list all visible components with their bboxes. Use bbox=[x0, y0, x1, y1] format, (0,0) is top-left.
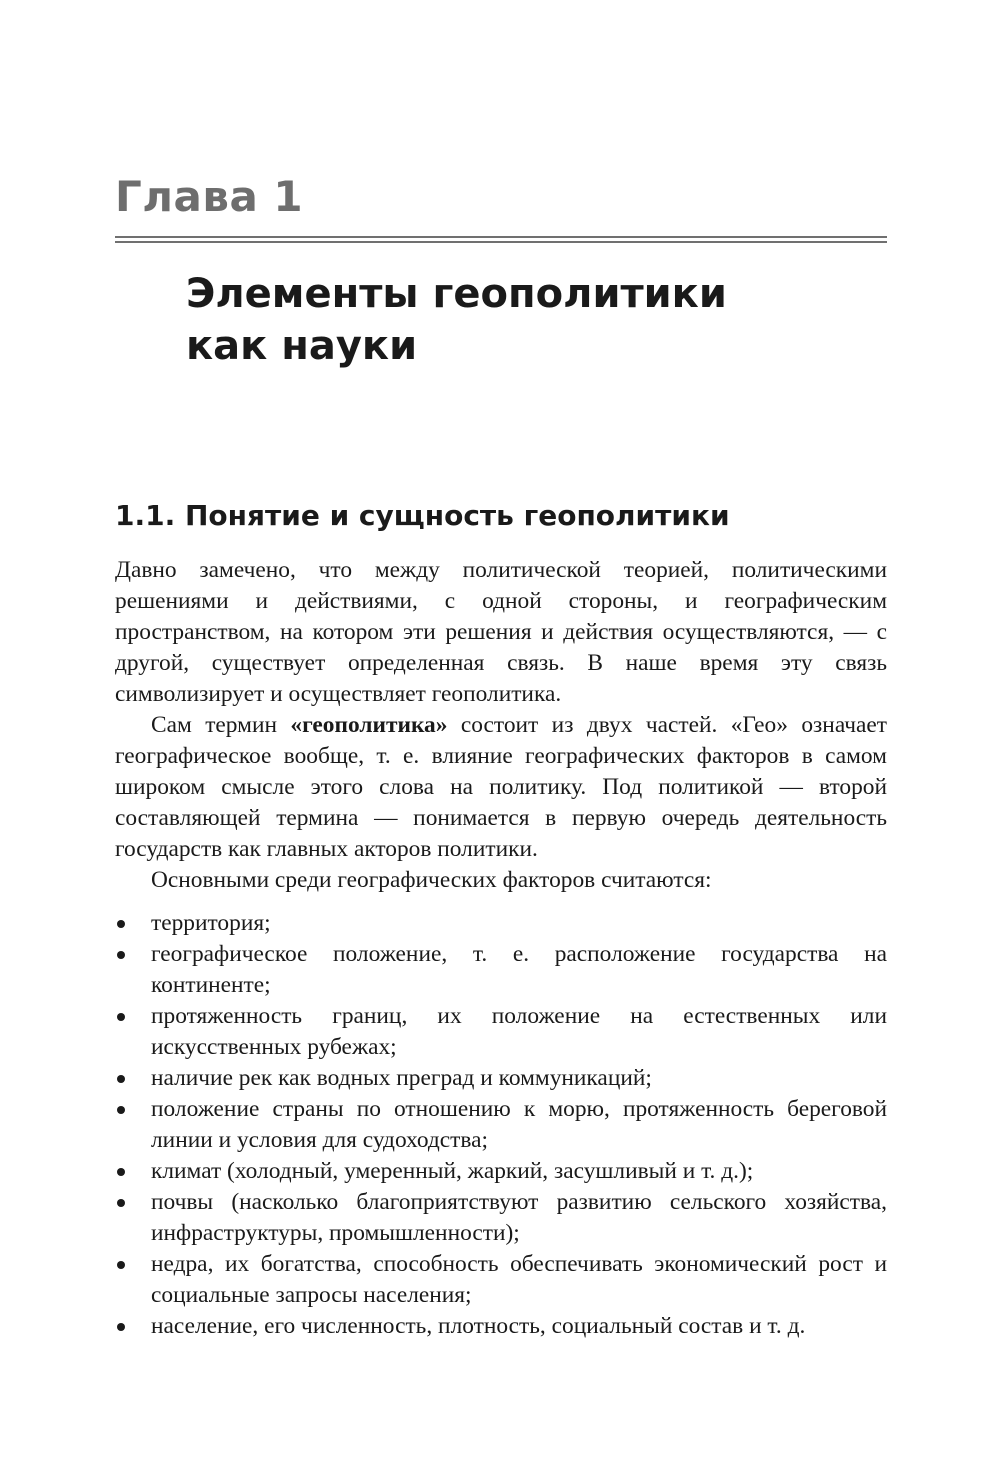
list-item bbox=[115, 1063, 887, 1094]
bullet-icon bbox=[117, 1323, 125, 1331]
bullet-icon bbox=[117, 1013, 125, 1021]
chapter-title-line-1: Элементы геополитики bbox=[186, 271, 727, 317]
bullet-icon bbox=[117, 951, 125, 959]
list-item-text: климат (холодный, умеренный, жаркий, засушливый и т. д.); bbox=[151, 1158, 754, 1184]
bullet-icon bbox=[117, 1168, 125, 1176]
list-item-text: почвы (насколько благоприятствуют развитию сельского хозяйства, инфраструктуры, промышленности); bbox=[151, 1189, 887, 1246]
paragraph-1: Давно замечено, что между политической теорией, политическими решениями и действиями, с одной стороны, и географическим пространством, на котором эти решения и действия осуществляются, — с другой, существует определенная связь. В наше время эту связь символизирует и осуществляет геополитика. bbox=[115, 557, 887, 707]
bullet-icon bbox=[117, 1199, 125, 1207]
list-item-text: население, его численность, плотность, социальный состав и т. д. bbox=[151, 1313, 806, 1339]
list-item-text: территория; bbox=[151, 910, 271, 936]
chapter-title bbox=[186, 268, 866, 372]
list-item bbox=[115, 908, 887, 939]
paragraph-2 bbox=[115, 710, 887, 865]
body-text bbox=[115, 555, 887, 1342]
paragraph-3: Основными среди географических факторов считаются: bbox=[151, 867, 712, 893]
bullet-icon bbox=[117, 920, 125, 928]
list-item-text: положение страны по отношению к морю, протяженность береговой линии и условия для судоходства; bbox=[151, 1096, 887, 1153]
list-item bbox=[115, 1001, 887, 1063]
chapter-label: Глава 1 bbox=[115, 172, 304, 221]
list-item-text: протяженность границ, их положение на естественных или искусственных рубежах; bbox=[151, 1003, 887, 1060]
paragraph-2-rest: состоит из двух частей. «Гео» означает географическое вообще, т. е. влияние географических факторов в самом широком смысле этого слова на политику. Под политикой — второй составляющей термина — понимается в первую очередь деятельность государств как главных акторов политики. bbox=[115, 712, 888, 862]
list-item-text: недра, их богатства, способность обеспечивать экономический рост и социальные запросы населения; bbox=[151, 1251, 887, 1308]
bullet-icon bbox=[117, 1261, 125, 1269]
section-title: 1.1. Понятие и сущность геополитики bbox=[115, 499, 730, 532]
list-item bbox=[115, 939, 887, 1001]
factor-list bbox=[115, 908, 887, 1342]
list-item bbox=[115, 1249, 887, 1311]
list-item-text: географическое положение, т. е. расположение государства на континенте; bbox=[151, 941, 887, 998]
paragraph-2-lead: Сам термин bbox=[151, 712, 291, 738]
list-item bbox=[115, 1156, 887, 1187]
chapter-divider bbox=[115, 236, 887, 243]
book-page bbox=[115, 0, 887, 1469]
bullet-icon bbox=[117, 1106, 125, 1114]
term-highlight: «геополитика» bbox=[290, 712, 448, 738]
list-item bbox=[115, 1187, 887, 1249]
list-item bbox=[115, 1311, 887, 1342]
list-item-text: наличие рек как водных преград и коммуникаций; bbox=[151, 1065, 652, 1091]
list-item bbox=[115, 1094, 887, 1156]
bullet-icon bbox=[117, 1075, 125, 1083]
chapter-title-line-2: как науки bbox=[186, 323, 418, 369]
